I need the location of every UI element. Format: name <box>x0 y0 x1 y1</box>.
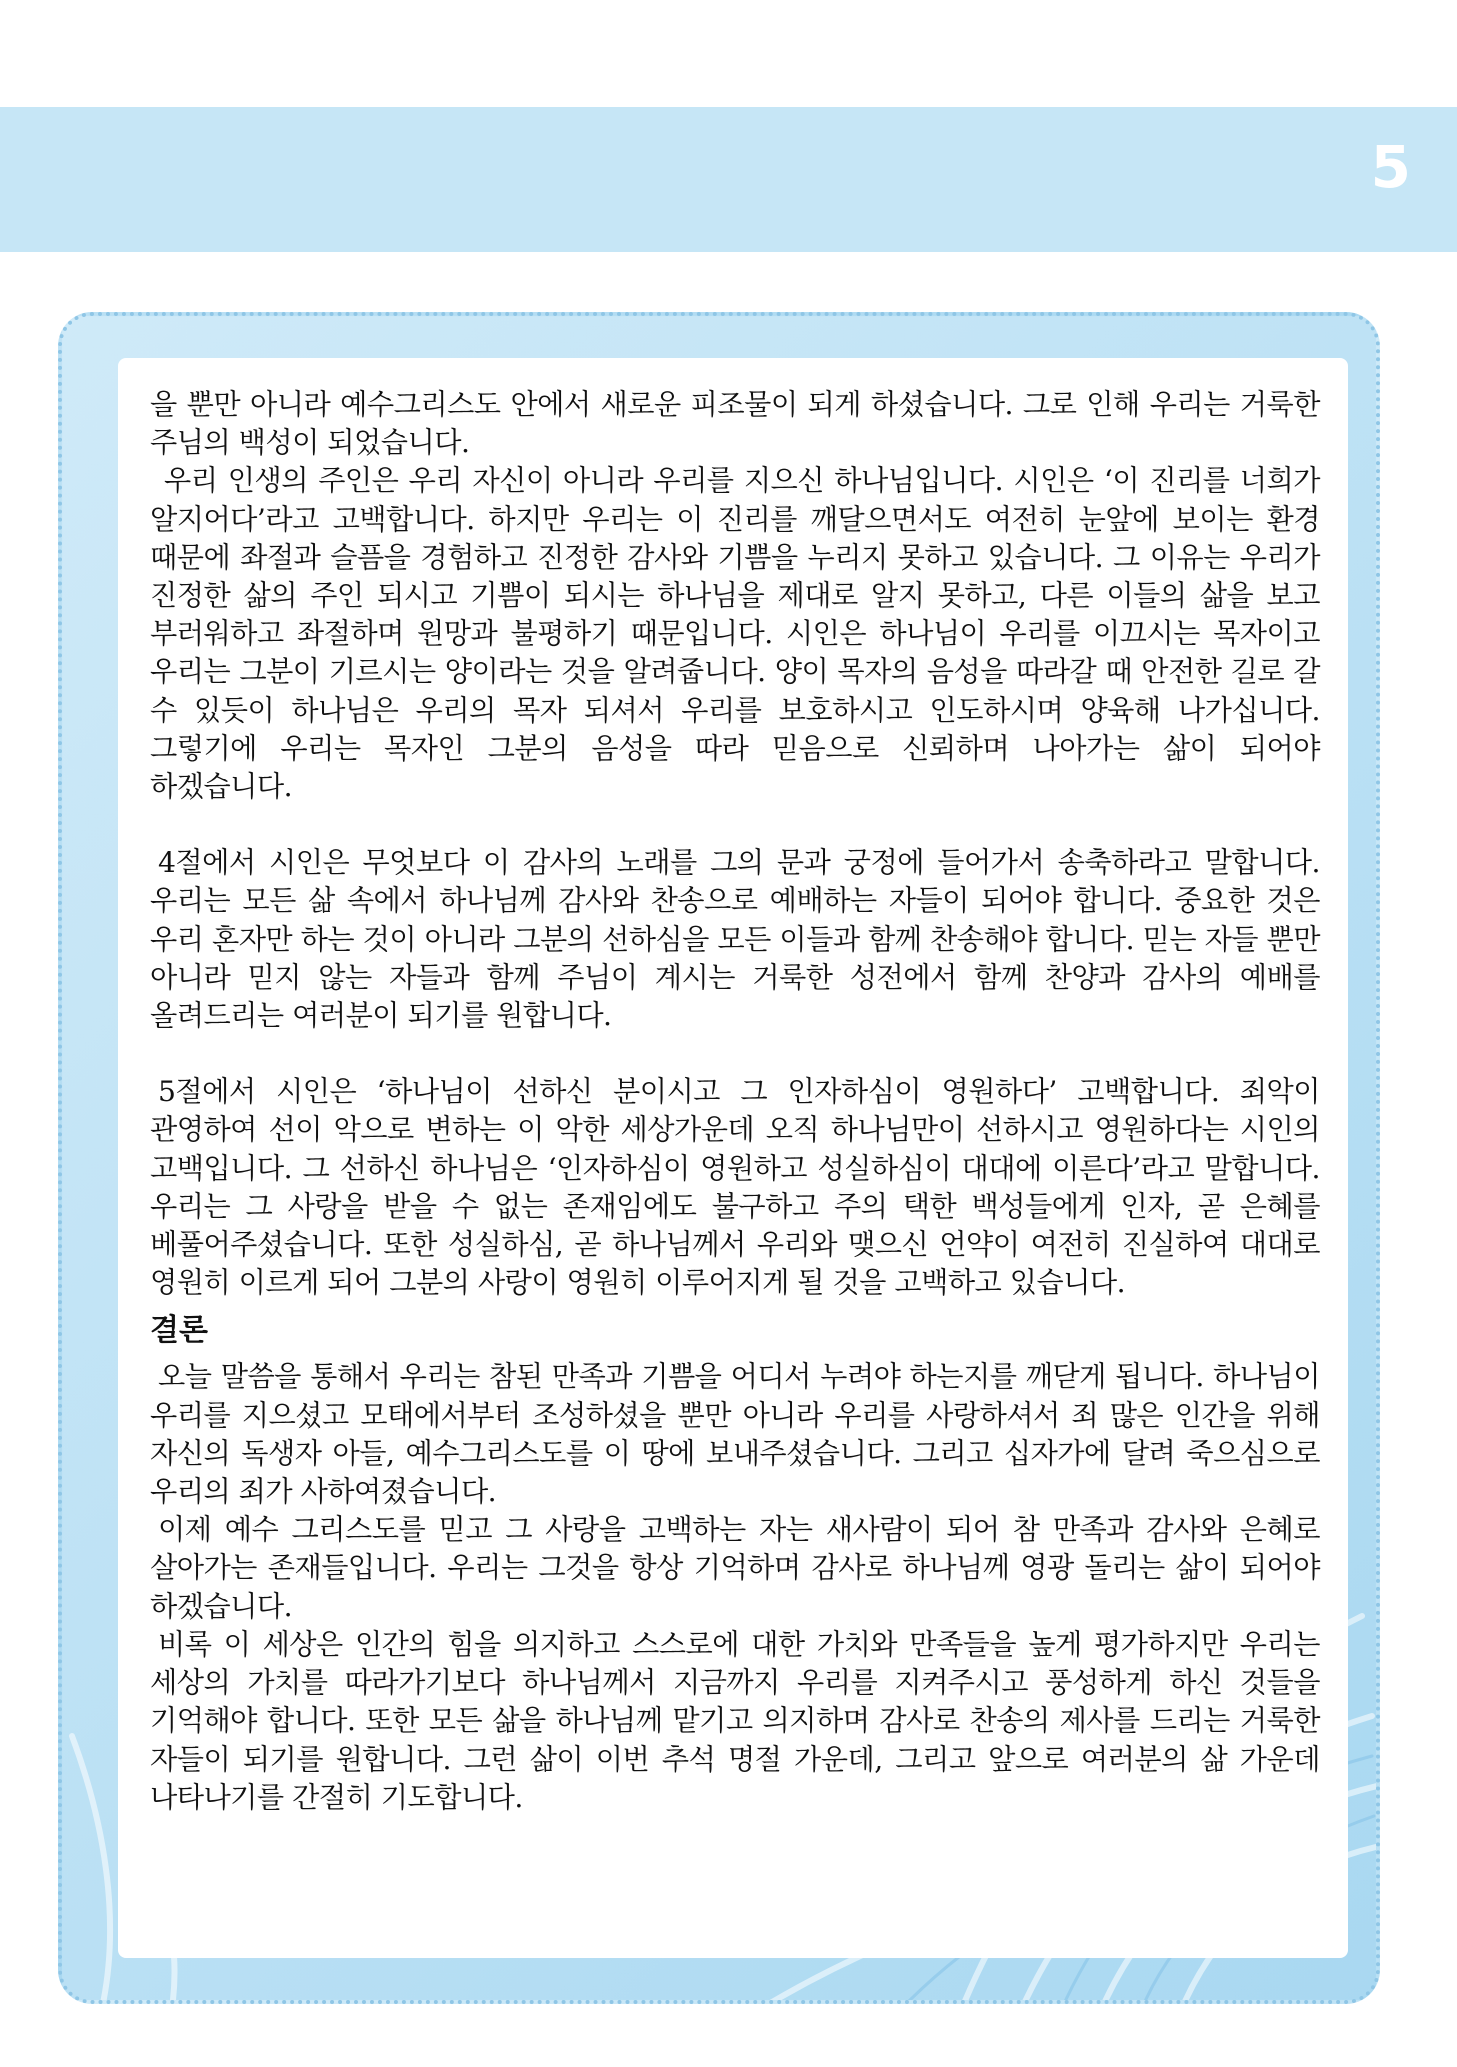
paragraph-4: 5절에서 시인은 ‘하나님이 선하신 분이시고 그 인자하심이 영원하다’ 고백합니다. 죄악이 관영하여 선이 악으로 변하는 이 악한 세상가운데 오직 하나님만이 선하시고 영원하다는 시인의 고백입니다. 그 선하신 하나님은 ‘인자하심이 영원하고 성실하심이 대대에 이른다’라고 말합니다. 우리는 그 사랑을 받을 수 없는 존재임에도 불구하고 주의 택한 백성들에게 인자, 곧 은혜를 베풀어주셨습니다. 또한 성실하심, 곧 하나님께서 우리와 맺으신 언약이 여전히 진실하여 대대로 영원히 이르게 되어 그분의 사랑이 영원히 이루어지게 될 것을 고백하고 있습니다. <box>150 1075 1320 1300</box>
body-text <box>150 386 1320 1817</box>
paragraph-3: 4절에서 시인은 무엇보다 이 감사의 노래를 그의 문과 궁정에 들어가서 송축하라고 말합니다. 우리는 모든 삶 속에서 하나님께 감사와 찬송으로 예배하는 자들이 되어야 합니다. 중요한 것은 우리 혼자만 하는 것이 아니라 그분의 선하심을 모든 이들과 함께 찬송해야 합니다. 믿는 자들 뿐만 아니라 믿지 않는 자들과 함께 주님이 계시는 거룩한 성전에서 함께 찬양과 감사의 예배를 올려드리는 여러분이 되기를 원합니다. <box>150 846 1320 1033</box>
paragraph-gap <box>150 806 1320 844</box>
paragraph-6: 이제 예수 그리스도를 믿고 그 사랑을 고백하는 자는 새사람이 되어 참 만족과 감사와 은혜로 살아가는 존재들입니다. 우리는 그것을 항상 기억하며 감사로 하나님께 영광 돌리는 삶이 되어야 하겠습니다. <box>150 1513 1320 1623</box>
paragraph-2: 우리 인생의 주인은 우리 자신이 아니라 우리를 지으신 하나님입니다. 시인은 ‘이 진리를 너희가 알지어다’라고 고백합니다. 하지만 우리는 이 진리를 깨달으면서도 여전히 눈앞에 보이는 환경 때문에 좌절과 슬픔을 경험하고 진정한 감사와 기쁨을 누리지 못하고 있습니다. 그 이유는 우리가 진정한 삶의 주인 되시고 기쁨이 되시는 하나님을 제대로 알지 못하고, 다른 이들의 삶을 보고 부러워하고 좌절하며 원망과 불평하기 때문입니다. 시인은 하나님이 우리를 이끄시는 목자이고 우리는 그분이 기르시는 양이라는 것을 알려줍니다. 양이 목자의 음성을 따라갈 때 안전한 길로 갈 수 있듯이 하나님은 우리의 목자 되셔서 우리를 보호하시고 인도하시며 양육해 나가십니다. 그렇기에 우리는 목자인 그분의 음성을 따라 믿음으로 신뢰하며 나아가는 삶이 되어야 하겠습니다. <box>150 464 1320 804</box>
paragraph-5: 오늘 말씀을 통해서 우리는 참된 만족과 기쁨을 어디서 누려야 하는지를 깨닫게 됩니다. 하나님이 우리를 지으셨고 모태에서부터 조성하셨을 뿐만 아니라 우리를 사랑하셔서 죄 많은 인간을 위해 자신의 독생자 아들, 예수그리스도를 이 땅에 보내주셨습니다. 그리고 십자가에 달려 죽으심으로 우리의 죄가 사하여졌습니다. <box>150 1360 1320 1509</box>
conclusion-heading: 결론 <box>150 1313 208 1349</box>
paragraph-1: 을 뿐만 아니라 예수그리스도 안에서 새로운 피조물이 되게 하셨습니다. 그로 인해 우리는 거룩한 주님의 백성이 되었습니다. <box>150 388 1320 460</box>
paragraph-7: 비록 이 세상은 인간의 힘을 의지하고 스스로에 대한 가치와 만족들을 높게 평가하지만 우리는 세상의 가치를 따라가기보다 하나님께서 지금까지 우리를 지켜주시고 풍성하게 하신 것들을 기억해야 합니다. 또한 모든 삶을 하나님께 맡기고 의지하며 감사로 찬송의 제사를 드리는 거룩한 자들이 되기를 원합니다. 그런 삶이 이번 추석 명절 가운데, 그리고 앞으로 여러분의 삶 가운데 나타나기를 간절히 기도합니다. <box>150 1627 1320 1814</box>
page-number: 5 <box>1370 133 1411 201</box>
paragraph-gap <box>150 1035 1320 1073</box>
header-band <box>0 107 1457 252</box>
